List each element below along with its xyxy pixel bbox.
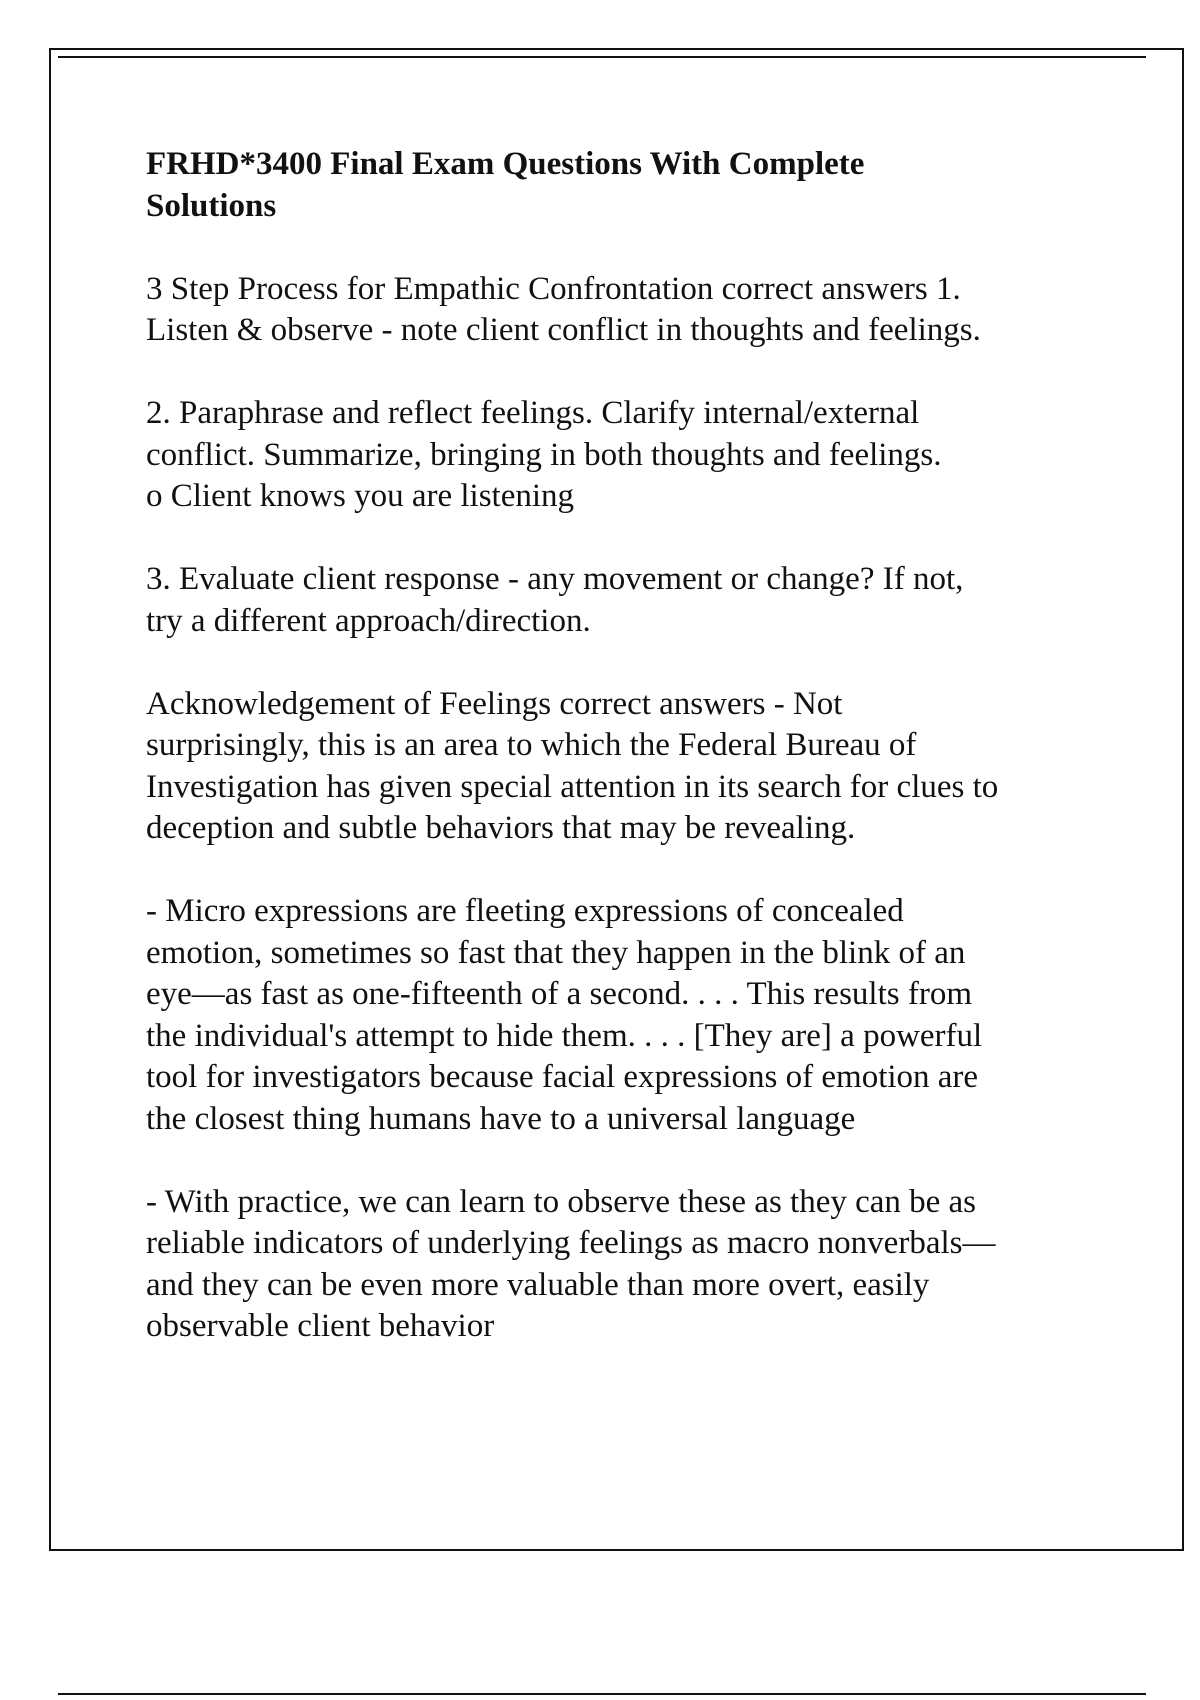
bottom-rule — [58, 1693, 1146, 1695]
paragraph-micro-expressions: - Micro expressions are fleeting expressions of concealed emotion, sometimes so fast that they happen in the blink of an eye—as fast as one-fifteenth of a second. . . . This results from the individual's attempt to hide them. . . . [They are] a powerful tool for investigators because facial expressions of emotion are the closest thing humans have to a universal language — [146, 893, 983, 1137]
paragraph-empathic-confrontation-step-1: 3 Step Process for Empathic Confrontation correct answers 1. Listen & observe - note client conflict in thoughts and feelings. — [146, 270, 981, 348]
document-body — [146, 144, 1106, 1389]
document-title: FRHD*3400 Final Exam Questions With Complete Solutions — [146, 146, 865, 224]
top-rule — [58, 56, 1146, 58]
paragraph-empathic-confrontation-step-3: 3. Evaluate client response - any movement or change? If not, try a different approach/direction. — [146, 561, 964, 639]
paragraph-acknowledgement-of-feelings: Acknowledgement of Feelings correct answers - Not surprisingly, this is an area to which the Federal Bureau of Investigation has given special attention in its search for clues to deception and subtle behaviors that may be revealing. — [146, 685, 999, 846]
paragraph-empathic-confrontation-step-2: 2. Paraphrase and reflect feelings. Clarify internal/external conflict. Summarize, bringing in both thoughts and feelings. o Client knows you are listening — [146, 395, 942, 514]
paragraph-practice-observation: - With practice, we can learn to observe these as they can be as reliable indicators of underlying feelings as macro nonverbals— and they can be even more valuable than more overt, easily observable client behavior — [146, 1183, 996, 1344]
